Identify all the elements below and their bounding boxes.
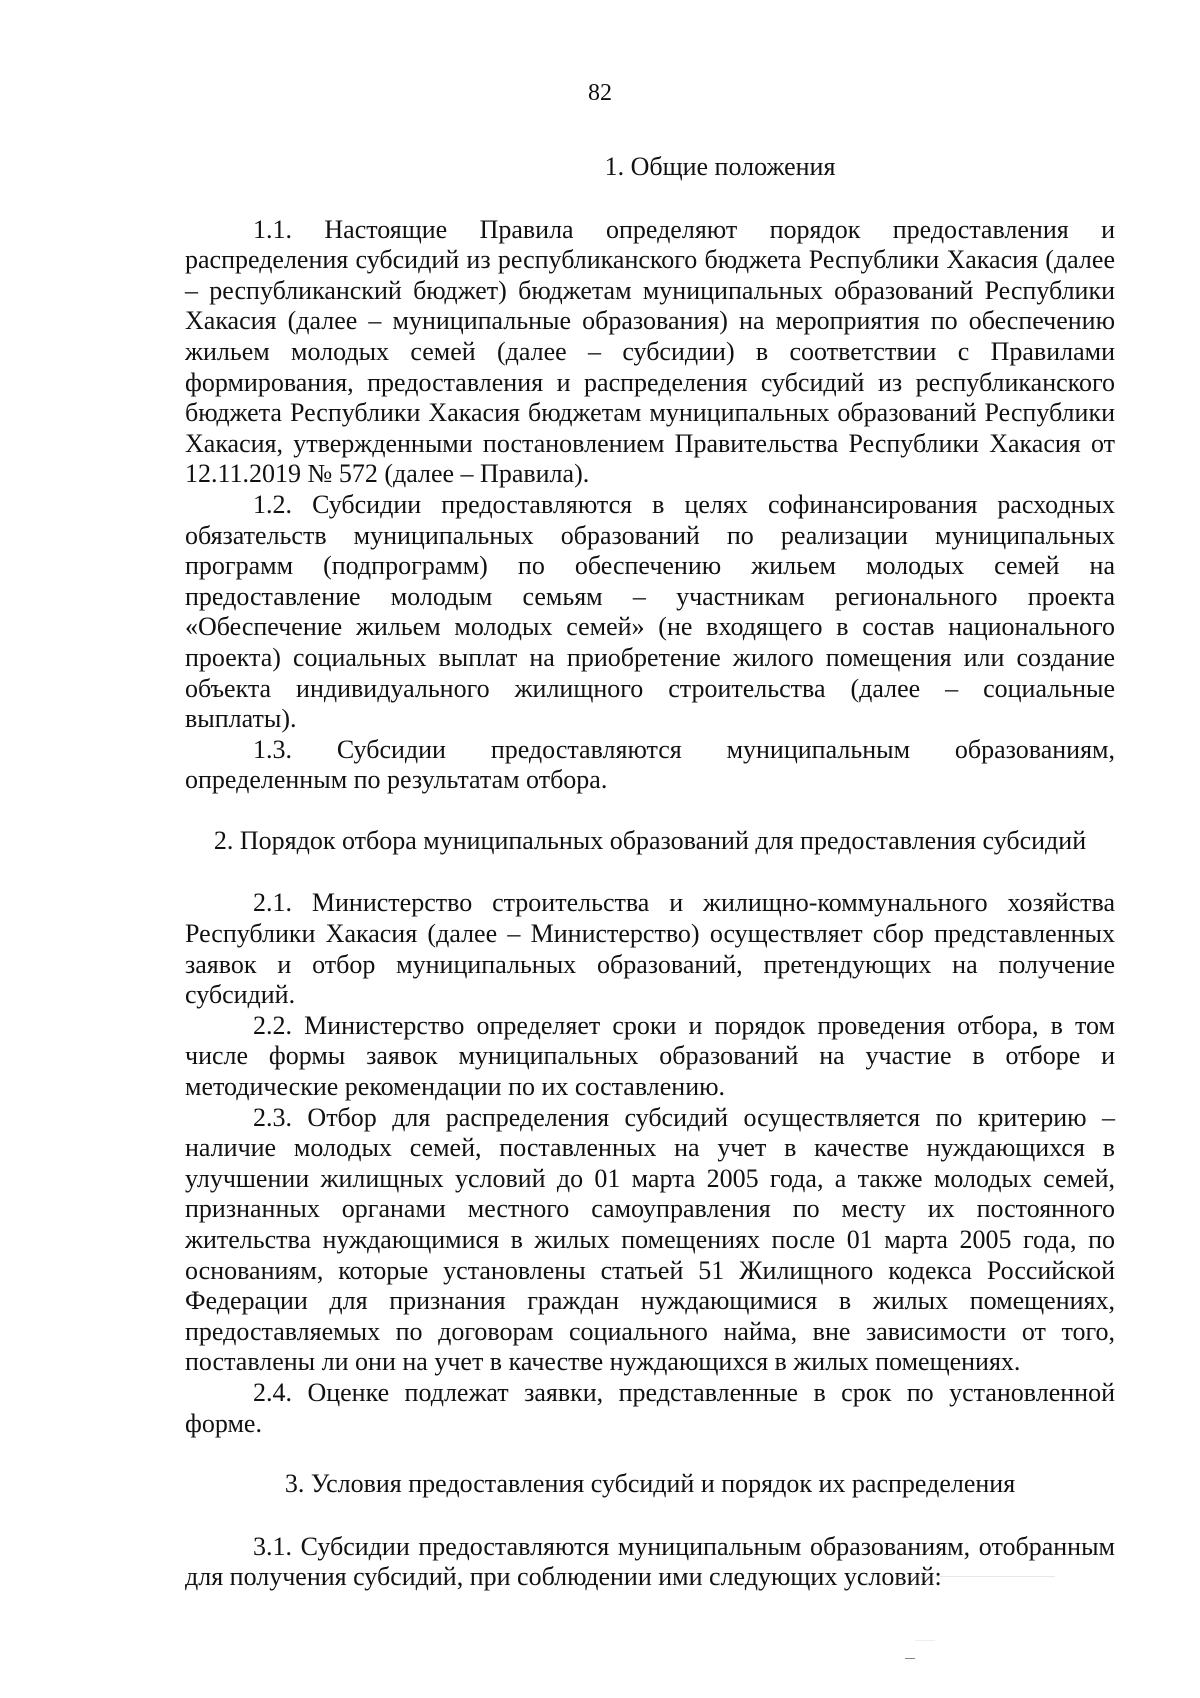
paragraph-2-1: 2.1. Министерство строительства и жилищно-коммунального хозяйства Республики Хакасия (далее – Министерство) осуществляет сбор представленных заявок и отбор муниципальных образований, претендующих на получение субсидий. xyxy=(185,888,1115,1010)
paragraph-2-4: 2.4. Оценке подлежат заявки, представленные в срок по установленной форме. xyxy=(185,1377,1115,1438)
scan-artifact xyxy=(905,1576,1055,1577)
document-body xyxy=(185,152,1115,1593)
scan-artifact xyxy=(915,1640,935,1641)
paragraph-3-1: 3.1. Субсидии предоставляются муниципальным образованиям, отобранным для получения субсидий, при соблюдении ими следующих условий: xyxy=(185,1531,1115,1592)
section-title-general: 1. Общие положения xyxy=(604,152,836,181)
paragraph-1-2: 1.2. Субсидии предоставляются в целях софинансирования расходных обязательств муниципальных образований по реализации муниципальных программ (подпрограмм) по обеспечению жильем молодых семей на предоставление молодым семьям – участникам регионального проекта «Обеспечение жильем молодых семей» (не входящего в состав национального проекта) социальных выплат на приобретение жилого помещения или создание объекта индивидуального жилищного строительства (далее – социальные выплаты). xyxy=(185,489,1115,734)
page-number: 82 xyxy=(588,80,612,106)
section-title-selection: 2. Порядок отбора муниципальных образований для предоставления субсидий xyxy=(213,825,1087,855)
paragraph-1-1: 1.1. Настоящие Правила определяют порядок предоставления и распределения субсидий из республиканского бюджета Республики Хакасия (далее – республиканский бюджет) бюджетам муниципальных образований Республики Хакасия (далее – муниципальные образования) на мероприятия по обеспечению жильем молодых семей (далее – субсидии) в соответствии с Правилами формирования, предоставления и распределения субсидий из республиканского бюджета Республики Хакасия бюджетам муниципальных образований Республики Хакасия, утвержденными постановлением Правительства Республики Хакасия от 12.11.2019 № 572 (далее – Правила). xyxy=(185,214,1115,489)
paragraph-2-2: 2.2. Министерство определяет сроки и порядок проведения отбора, в том числе формы заявок муниципальных образований на участие в отборе и методические рекомендации по их составлению. xyxy=(185,1010,1115,1102)
paragraph-1-3: 1.3. Субсидии предоставляются муниципальным образованиям, определенным по результатам отбора. xyxy=(185,734,1115,795)
paragraph-2-3: 2.3. Отбор для распределения субсидий осуществляется по критерию – наличие молодых семей, поставленных на учет в качестве нуждающихся в улучшении жилищных условий до 01 марта 2005 года, а также молодых семей, признанных органами местного самоуправления по месту их постоянного жительства нуждающимися в жилых помещениях после 01 марта 2005 года, по основаниям, которые установлены статьей 51 Жилищного кодекса Российской Федерации для признания граждан нуждающимися в жилых помещениях, предоставляемых по договорам социального найма, вне зависимости от того, поставлены ли они на учет в качестве нуждающихся в жилых помещениях. xyxy=(185,1102,1115,1377)
scan-artifact xyxy=(905,1658,915,1659)
section-title-conditions: 3. Условия предоставления субсидий и порядок их распределения xyxy=(284,1469,1016,1499)
